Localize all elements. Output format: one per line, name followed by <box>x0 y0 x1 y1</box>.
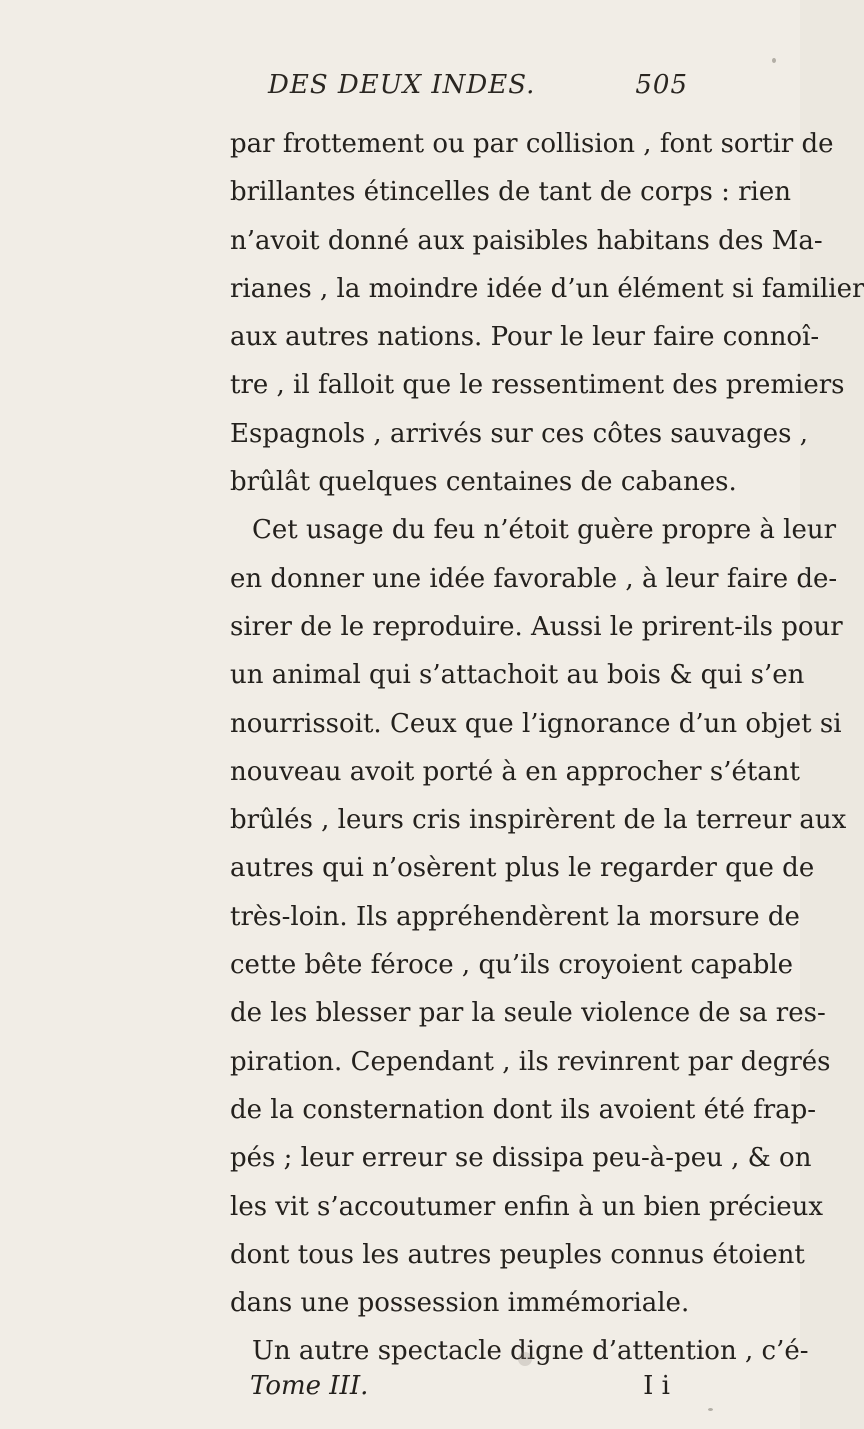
text-line: un animal qui s’attachoit au bois & qui s’en <box>230 660 805 691</box>
text-line: de la consternation dont ils avoient été frap- <box>230 1094 817 1125</box>
page-footer <box>250 1371 670 1411</box>
text-line: de les blesser par la seule violence de sa res- <box>230 998 826 1029</box>
text-line: sirer de le reproduire. Aussi le prirent-ils pour <box>230 611 843 642</box>
text-line: aux autres nations. Pour le leur faire connoî- <box>230 322 820 353</box>
page-number: 505 <box>635 70 688 100</box>
text-line: les vit s’accoutumer enfin à un bien précieux <box>230 1191 824 1222</box>
page-header <box>268 70 688 110</box>
text-line: rianes , la moindre idée d’un élément si familier <box>230 273 864 304</box>
text-line: nourrissoit. Ceux que l’ignorance d’un objet si <box>230 708 842 739</box>
text-line: Espagnols , arrivés sur ces côtes sauvages , <box>230 418 808 449</box>
text-line: brûlât quelques centaines de cabanes. <box>230 467 737 498</box>
text-line: cette bête féroce , qu’ils croyoient capable <box>230 950 794 981</box>
text-line: tre , il falloit que le ressentiment des premiers <box>230 370 845 401</box>
text-line: dans une possession immémoriale. <box>230 1288 690 1319</box>
text-line: brillantes étincelles de tant de corps : rien <box>230 177 791 208</box>
text-line: autres qui n’osèrent plus le regarder que de <box>230 853 815 884</box>
text-line: brûlés , leurs cris inspirèrent de la terreur aux <box>230 805 847 836</box>
text-line: Cet usage du feu n’étoit guère propre à leur <box>252 515 837 546</box>
text-line: nouveau avoit porté à en approcher s’étant <box>230 756 800 787</box>
paper-speck <box>772 58 776 63</box>
text-line: piration. Cependant , ils revinrent par degrés <box>230 1046 831 1077</box>
text-line: Un autre spectacle digne d’attention , c’é- <box>252 1336 809 1367</box>
running-title: DES DEUX INDES. <box>268 70 536 100</box>
paper-speck <box>708 1408 713 1411</box>
signature-mark: I i <box>643 1371 670 1401</box>
text-line: pés ; leur erreur se dissipa peu-à-peu , & on <box>230 1143 812 1174</box>
text-line: en donner une idée favorable , à leur faire de- <box>230 563 838 594</box>
text-line: dont tous les autres peuples connus étoient <box>230 1239 805 1270</box>
signature-tome: Tome III. <box>250 1371 369 1401</box>
paper-speck <box>518 1352 532 1366</box>
text-line: n’avoit donné aux paisibles habitans des Ma- <box>230 225 823 256</box>
text-line: très-loin. Ils appréhendèrent la morsure de <box>230 901 800 932</box>
text-line: par frottement ou par collision , font sortir de <box>230 129 834 159</box>
body-text <box>230 120 864 1376</box>
